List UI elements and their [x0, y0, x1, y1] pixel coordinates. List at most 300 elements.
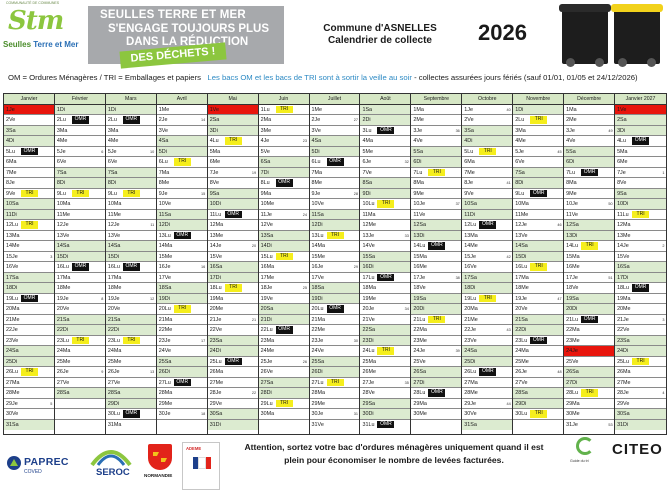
day-cell [615, 399, 666, 410]
day-cell [259, 231, 309, 242]
day-label: 22Ma [566, 327, 580, 333]
day-cell [462, 210, 512, 221]
day-cell [411, 294, 461, 305]
omr-collection-tag: OMR [174, 232, 191, 240]
day-cell [411, 315, 461, 326]
day-cell [208, 168, 258, 179]
day-cell [462, 199, 512, 210]
day-label: 5Me [362, 148, 373, 155]
day-label: 7Je [209, 169, 219, 176]
day-label: 1Je [6, 106, 15, 113]
day-label: 6Ve [56, 159, 67, 165]
day-label: 8Ma [413, 180, 424, 186]
day-cell [310, 241, 360, 252]
omr-collection-tag: OMR [225, 358, 242, 366]
day-label: 8Ve [209, 180, 219, 186]
week-number: 12 [150, 296, 155, 301]
day-label: 23Ma [260, 337, 275, 344]
day-label: 12Ma [617, 222, 631, 228]
day-label: 5Sa [413, 148, 423, 155]
day-cell [513, 378, 563, 389]
day-label: 19Me [362, 295, 376, 302]
omr-collection-tag: OMR [377, 274, 394, 282]
week-number: 8 [101, 296, 104, 301]
day-label: 4Me [515, 138, 526, 144]
day-label: 26Lu [464, 369, 477, 375]
month-column [564, 94, 615, 434]
week-number: 48 [557, 370, 562, 374]
day-cell [615, 409, 666, 420]
day-label: 4Ve [566, 138, 576, 144]
day-cell [208, 210, 258, 221]
warning-line-2: plein pour économiser le nombre de levées facturées. [284, 455, 504, 465]
day-cell [462, 336, 512, 347]
day-label: 21Lu [566, 316, 579, 323]
day-label: 2Je [311, 117, 321, 123]
day-label: 27Ma [464, 379, 478, 386]
day-cell [259, 315, 309, 326]
day-cell [55, 115, 105, 126]
day-label: 8Ve [617, 180, 627, 186]
day-cell [4, 147, 54, 158]
day-label: 6Sa [260, 159, 271, 165]
day-cell [4, 388, 54, 399]
day-cell [208, 136, 258, 147]
day-label: 26Ve [260, 369, 273, 375]
day-cell [310, 252, 360, 263]
day-label: 24Ve [158, 348, 172, 354]
day-label: 18Ma [362, 285, 376, 291]
day-cell [259, 178, 309, 189]
day-label: 1Ve [209, 106, 219, 113]
day-cell [462, 346, 512, 357]
day-label: 16Sa [209, 264, 223, 270]
day-label: 20Lu [158, 306, 171, 312]
day-cell [564, 136, 614, 147]
day-label: 2Di [362, 117, 371, 123]
day-label: 31Di [209, 421, 221, 428]
day-cell [310, 210, 360, 221]
day-cell [513, 262, 563, 273]
month-column [4, 94, 55, 434]
day-cell [411, 210, 461, 221]
day-cell [208, 126, 258, 137]
day-label: 17Ma [515, 274, 529, 281]
day-cell [615, 178, 666, 189]
day-cell [411, 304, 461, 315]
day-label: 11Me [515, 211, 529, 218]
day-label: 13Lu [158, 232, 171, 239]
legend-instructions: Les bacs OM et les bacs de TRI sont à sortir la veille au soir [207, 73, 412, 82]
day-cell [55, 231, 105, 242]
day-cell [55, 367, 105, 378]
day-cell [564, 315, 614, 326]
day-label: 2Sa [617, 117, 627, 123]
day-cell [513, 168, 563, 179]
day-label: 18Je [260, 285, 273, 291]
seroc-logo [86, 443, 136, 489]
omr-collection-tag: OMR [377, 421, 394, 429]
day-label: 11Lu [617, 211, 629, 218]
day-label: 16Me [566, 264, 580, 270]
day-label: 22Ma [413, 327, 427, 333]
day-label: 10Lu [362, 201, 375, 207]
day-cell [462, 262, 512, 273]
day-label: 18Lu [209, 285, 222, 291]
day-label: 1Ma [413, 106, 424, 113]
day-cell [310, 378, 360, 389]
day-cell [360, 262, 410, 273]
day-cell [157, 325, 207, 336]
day-cell [462, 315, 512, 326]
day-cell [55, 336, 105, 347]
guide-du-tri-logo [568, 435, 602, 471]
day-label: 18Sa [311, 285, 325, 291]
day-cell [513, 105, 563, 116]
day-label: 31Sa [464, 421, 477, 428]
day-cell [106, 262, 156, 273]
day-cell [4, 378, 54, 389]
day-cell [4, 136, 54, 147]
week-number: 16 [200, 265, 206, 269]
day-label: 2Ve [6, 117, 16, 123]
day-label: 15Sa [362, 253, 376, 260]
day-label: 20Je [362, 306, 375, 312]
day-label: 24Sa [464, 348, 477, 354]
commune-name: Commune d'ASNELLES [323, 23, 437, 34]
day-label: 12Je [107, 222, 120, 228]
day-cell [106, 304, 156, 315]
day-label: 22Me [158, 327, 173, 333]
day-label: 13Me [209, 232, 224, 239]
day-cell [55, 388, 105, 399]
day-cell [4, 220, 54, 231]
day-label: 8Je [464, 180, 473, 186]
day-label: 19Ma [617, 295, 631, 302]
day-cell [208, 336, 258, 347]
day-label: 12Ve [260, 222, 273, 228]
day-cell [208, 388, 258, 399]
day-cell [259, 304, 309, 315]
day-cell [310, 231, 360, 242]
day-cell [157, 283, 207, 294]
day-label: 17Je [566, 274, 578, 281]
day-cell [157, 273, 207, 284]
day-cell [157, 178, 207, 189]
day-label: 16Je [311, 264, 324, 270]
day-cell [513, 315, 563, 326]
omr-collection-tag: OMR [21, 148, 38, 156]
day-label: 3Ve [158, 127, 169, 134]
day-cell [157, 157, 207, 168]
day-label: 3Je [413, 127, 423, 134]
day-cell [106, 199, 156, 210]
week-number: 21 [251, 317, 257, 322]
day-label: 21Lu [413, 316, 426, 323]
day-label: 1Me [311, 106, 323, 113]
day-cell [157, 346, 207, 357]
normandie-name: NORMANDIE [144, 473, 173, 478]
week-number: 17 [200, 338, 206, 343]
logo-mark: Stm [8, 6, 64, 36]
day-label: 29Me [311, 400, 326, 407]
day-cell [55, 346, 105, 357]
day-cell [4, 420, 54, 431]
omr-collection-tag: OMR [479, 368, 496, 376]
day-cell [208, 367, 258, 378]
day-cell [106, 210, 156, 221]
day-cell [259, 115, 309, 126]
day-cell [106, 409, 156, 420]
tri-collection-tag: TRI [530, 116, 547, 124]
day-cell [360, 241, 410, 252]
day-label: 16Ve [6, 264, 19, 270]
day-label: 25Ve [566, 358, 579, 365]
day-cell [55, 283, 105, 294]
day-label: 29Sa [362, 400, 376, 407]
day-cell [106, 252, 156, 263]
ademe-logo [182, 442, 220, 490]
day-label: 9Ve [464, 190, 474, 197]
day-label: 16Ve [464, 264, 477, 270]
day-cell [411, 283, 461, 294]
week-number: 40 [506, 107, 511, 112]
week-number: 34 [404, 307, 409, 311]
day-cell [259, 262, 309, 273]
day-label: 14Lu [566, 243, 579, 249]
month-header: Octobre [462, 94, 512, 105]
day-cell [411, 388, 461, 399]
tri-collection-tag: TRI [276, 400, 293, 408]
day-cell [259, 336, 309, 347]
day-cell [360, 105, 410, 116]
week-number: 29 [353, 265, 358, 269]
day-cell [208, 420, 258, 431]
day-cell [157, 304, 207, 315]
day-label: 9Sa [209, 190, 220, 197]
day-cell [462, 241, 512, 252]
day-cell [411, 262, 461, 273]
day-label: 15Me [311, 253, 326, 260]
day-label: 27Di [566, 379, 578, 386]
day-cell [106, 388, 156, 399]
day-cell [411, 241, 461, 252]
day-label: 6Ma [464, 159, 475, 165]
week-number: 2 [662, 244, 665, 248]
day-cell [360, 136, 410, 147]
day-cell [4, 357, 54, 368]
day-label: 25Di [6, 358, 18, 365]
week-number: 39 [455, 349, 460, 353]
day-cell [513, 147, 563, 158]
month-header: Juillet [310, 94, 360, 105]
day-cell [564, 241, 614, 252]
day-cell [564, 262, 614, 273]
day-cell [55, 357, 105, 368]
day-cell [615, 283, 666, 294]
day-cell [411, 115, 461, 126]
day-cell [462, 147, 512, 158]
month-header: Janvier 2027 [615, 94, 666, 105]
day-cell [411, 420, 461, 431]
day-label: 4Di [6, 138, 15, 144]
guide-label: Guide du tri [570, 459, 589, 463]
day-cell [462, 325, 512, 336]
day-cell [4, 157, 54, 168]
day-label: 23Lu [515, 337, 528, 344]
french-flag-icon [193, 457, 211, 469]
day-cell [157, 210, 207, 221]
day-label: 1Lu [260, 106, 270, 113]
day-label: 30Di [362, 411, 374, 417]
day-cell [513, 210, 563, 221]
day-cell [208, 304, 258, 315]
omr-collection-tag: OMR [72, 263, 89, 271]
day-label: 8Di [107, 180, 116, 186]
day-label: 21Sa [107, 316, 121, 323]
day-cell [615, 294, 666, 305]
day-label: 30Ve [464, 411, 477, 417]
day-label: 25Sa [158, 358, 172, 365]
day-label: 7Me [6, 169, 17, 176]
day-label: 10Sa [6, 201, 19, 207]
logo-name [3, 40, 78, 49]
day-cell [157, 168, 207, 179]
day-cell [259, 157, 309, 168]
day-cell [411, 231, 461, 242]
day-label: 2Sa [209, 117, 220, 123]
omr-collection-tag: OMR [327, 158, 344, 166]
day-cell [564, 304, 614, 315]
tri-collection-tag: TRI [21, 190, 38, 198]
day-label: 20Me [617, 306, 631, 312]
day-label: 5Sa [566, 148, 576, 155]
day-cell [462, 420, 512, 431]
day-cell [615, 357, 666, 368]
day-label: 21Ma [158, 316, 173, 323]
tri-collection-tag: TRI [327, 379, 344, 387]
day-label: 18Ve [566, 285, 579, 291]
normandie-logo [144, 442, 176, 488]
day-label: 13Ve [56, 232, 70, 239]
day-cell [157, 367, 207, 378]
day-label: 14Sa [515, 243, 528, 249]
day-label: 30Me [566, 411, 580, 417]
day-label: 14Ma [311, 243, 326, 249]
day-cell [55, 262, 105, 273]
day-cell [310, 367, 360, 378]
day-label: 17Je [413, 274, 426, 281]
day-cell [157, 220, 207, 231]
day-label: 9Me [566, 190, 577, 197]
month-column [106, 94, 157, 434]
day-label: 23Me [413, 337, 427, 344]
day-label: 23Ve [6, 337, 19, 344]
day-cell [208, 178, 258, 189]
day-cell [462, 189, 512, 200]
day-label: 19Sa [413, 295, 426, 302]
day-cell [310, 220, 360, 231]
day-cell [564, 294, 614, 305]
day-cell [4, 367, 54, 378]
day-cell [615, 315, 666, 326]
day-cell [360, 178, 410, 189]
day-cell [157, 399, 207, 410]
day-cell [615, 115, 666, 126]
day-label: 5Je [56, 148, 66, 155]
day-label: 31Di [617, 421, 629, 428]
day-label: 16Lu [56, 264, 69, 270]
day-cell [462, 273, 512, 284]
day-cell [564, 252, 614, 263]
day-label: 4Sa [311, 138, 322, 144]
day-cell [462, 115, 512, 126]
day-cell [259, 357, 309, 368]
day-label: 26Me [362, 369, 376, 375]
month-header: Mai [208, 94, 258, 105]
week-number: 42 [506, 254, 511, 259]
tri-bin-icon [614, 8, 660, 64]
day-cell [513, 199, 563, 210]
tri-collection-tag: TRI [72, 337, 89, 345]
day-label: 21Sa [56, 316, 70, 323]
day-label: 19Ve [260, 295, 273, 302]
tri-collection-tag: TRI [530, 263, 547, 271]
tri-collection-tag: TRI [123, 190, 140, 198]
day-cell [360, 304, 410, 315]
day-label: 22Di [107, 327, 119, 333]
day-label: 26Je [56, 369, 69, 375]
week-number: 31 [353, 412, 358, 416]
day-label: 26Sa [413, 369, 426, 375]
day-label: 28Di [260, 390, 272, 396]
day-label: 27Je [362, 379, 375, 386]
day-label: 20Di [566, 306, 578, 312]
day-cell [310, 346, 360, 357]
week-number: 33 [404, 233, 409, 238]
day-label: 2Lu [107, 117, 117, 123]
day-cell [615, 199, 666, 210]
day-label: 2Je [158, 117, 168, 123]
day-cell [411, 105, 461, 116]
week-number: 14 [200, 118, 206, 122]
week-number: 46 [557, 223, 562, 227]
day-label: 6Di [566, 159, 575, 165]
day-label: 4Je [260, 138, 270, 144]
day-cell [106, 378, 156, 389]
omr-collection-tag: OMR [123, 263, 140, 271]
day-cell [310, 168, 360, 179]
day-cell [310, 178, 360, 189]
day-cell [55, 168, 105, 179]
day-cell [157, 231, 207, 242]
day-label: 1Ve [617, 106, 627, 113]
day-cell [106, 273, 156, 284]
day-label: 19Je [56, 295, 69, 302]
day-cell [513, 420, 563, 431]
day-label: 17Sa [6, 274, 19, 281]
day-label: 12Je [56, 222, 69, 228]
day-label: 2Lu [56, 117, 66, 123]
header [0, 0, 670, 68]
day-cell [513, 283, 563, 294]
day-label: 18Lu [617, 285, 630, 291]
tri-collection-tag: TRI [377, 200, 394, 208]
day-label: 3Di [617, 127, 626, 134]
week-number: 19 [251, 170, 257, 175]
day-label: 12Di [311, 222, 323, 228]
day-cell [208, 262, 258, 273]
